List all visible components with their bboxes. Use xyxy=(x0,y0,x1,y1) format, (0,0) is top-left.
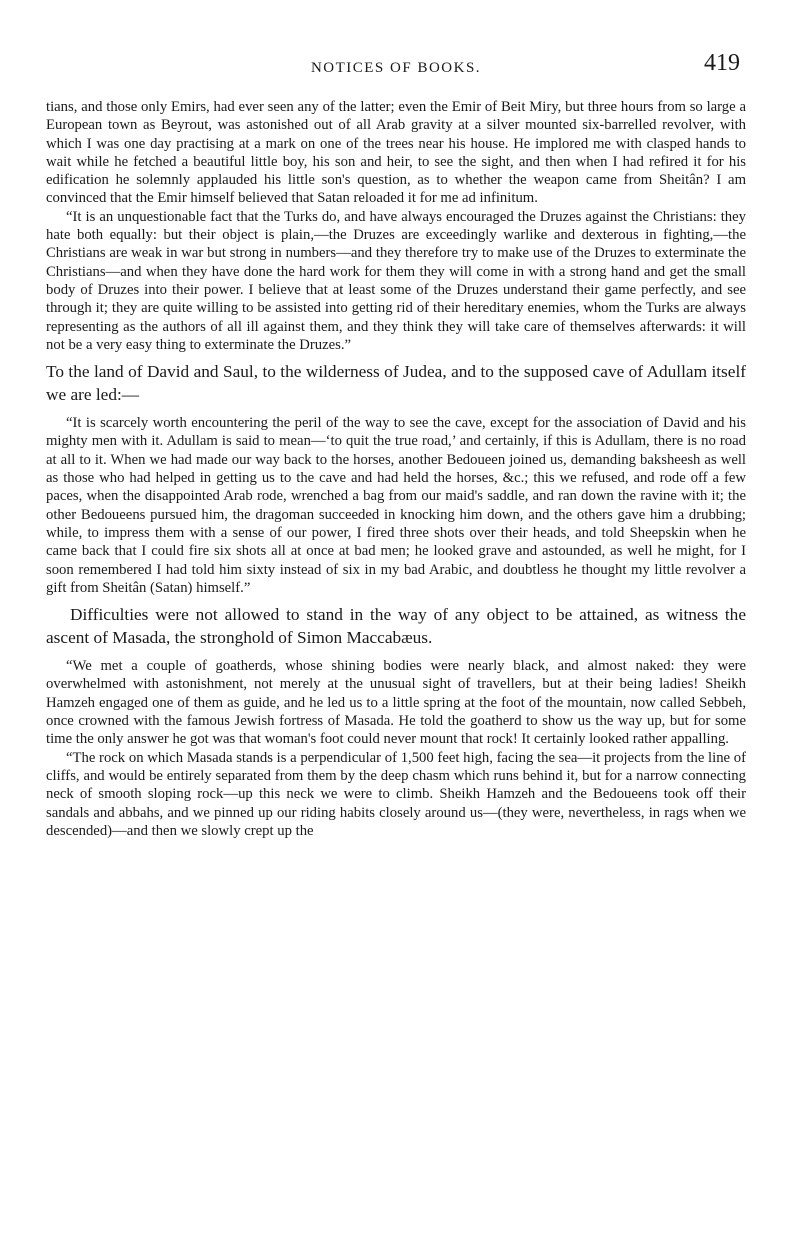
book-page xyxy=(46,50,746,840)
narrative-paragraph-masada: Difficulties were not allowed to stand in the way of any object to be attained, as witness the ascent of Masada, the stronghold of Simon Maccabæus. xyxy=(46,605,746,648)
quote-paragraph-emir: tians, and those only Emirs, had ever seen any of the latter; even the Emir of Beit Miry, but three hours from so large a European town as Beyrout, was astonished out of all Arab gravity at a silver mounted six-barrelled revolver, with which I was one day practising at a mark on one of the trees near his house. He implored me with clasped hands to wait while he fetched a beautiful little boy, his son and heir, to see the sight, and then when I had refired it for his edification he solemnly applauded his little son's question, as to whether the weapon came from Sheitân? I am convinced that the Emir himself believed that Satan reloaded it for me ad infinitum. xyxy=(46,99,746,207)
page-number: 419 xyxy=(704,50,740,76)
body-text xyxy=(46,98,746,840)
narrative-paragraph-adullam: To the land of David and Saul, to the wilderness of Judea, and to the supposed cave of Adullam itself we are led:— xyxy=(46,362,746,405)
quote-paragraph-rock: “The rock on which Masada stands is a perpendicular of 1,500 feet high, facing the sea—it projects from the line of cliffs, and would be entirely separated from them by the deep chasm which runs behind it, but for a narrow connecting neck of smooth sloping rock—up this neck we were to climb. Sheikh Hamzeh and the Bedoueens took off their sandals and abbahs, and we pinned up our riding habits closely around us—(they were, nevertheless, in rags when we descended)—and then we slowly crept up the xyxy=(46,749,746,839)
running-head: NOTICES OF BOOKS. xyxy=(310,60,482,76)
page-header xyxy=(46,50,746,90)
quote-paragraph-cave: “It is scarcely worth encountering the peril of the way to see the cave, except for the association of David and his mighty men with it. Adullam is said to mean—‘to quit the true road,’ and certainly, if this is Adullam, there is no road at all to it. When we had made our way back to the horses, another Bedoueen joined us, demanding baksheesh as well as those who had helped in getting us to the cave and had held the horses, &c.; this we refused, and rode off a few paces, when the disappointed Arab rode, wrenched a bag from our maid's saddle, and ran down the ravine with it; the other Bedoueens pursued him, the dragoman succeeded in knocking him down, and the others gave him a drubbing; while, to impress them with a sense of our power, I fired three shots over their heads, and told Sheepskin when he came back that I could fire six shots all at once at bad men; he looked grave and astounded, as well he might, for I soon remembered I had told him sixty instead of six in my bad Arabic, and doubtless he thought my little revolver a gift from Sheitân (Satan) himself.” xyxy=(46,415,746,596)
quote-paragraph-druzes: “It is an unquestionable fact that the Turks do, and have always encouraged the Druzes against the Christians: they hate both equally: but their object is plain,—the Druzes are exceedingly warlike and dexterous in fighting,—the Christians are weak in war but strong in numbers—and they therefore try to make use of the Druzes to exterminate the Christians—and when they have done the hard work for them they will come in with a strong hand and get the small body of Druzes into their power. I believe that at least some of the Druzes understand their game perfectly, and see through it; they are quite willing to be assisted into getting rid of their hereditary enemies, whom the Turks are always representing as the authors of all ill against them, and they think they will take care of themselves afterwards: it will not be a very easy thing to exterminate the Druzes.” xyxy=(46,208,746,353)
quote-paragraph-goatherds: “We met a couple of goatherds, whose shining bodies were nearly black, and almost naked: they were overwhelmed with astonishment, not merely at the unusual sight of travellers, but at their being ladies! Sheikh Hamzeh engaged one of them as guide, and he led us to a little spring at the foot of the mountain, now called Sebbeh, once crowned with the famous Jewish fortress of Masada. He told the goatherd to show us the way up, but for some time the only answer he got was that woman's foot could never mount that rock! It certainly looked rather appalling. xyxy=(46,658,746,748)
